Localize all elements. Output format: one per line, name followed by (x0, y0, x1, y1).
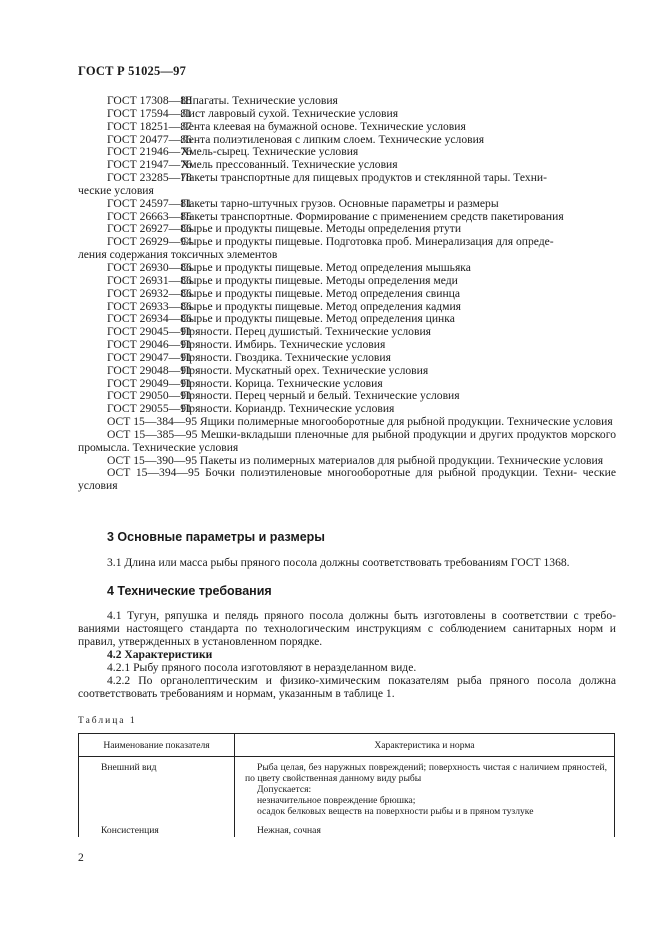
reference-code: ГОСТ 26930—86 (107, 260, 192, 274)
reference-code: ГОСТ 26663—85 (107, 209, 192, 223)
reference-code: ГОСТ 17594—81 (107, 106, 192, 120)
table-cell-characteristic: осадок белковых веществ на поверхности рыбы и в пряном тузлуке (257, 806, 534, 817)
reference-code: ГОСТ 29047—91 (107, 350, 192, 364)
reference-title: Сырье и продукты пищевые. Метод определения мышьяка (180, 260, 471, 274)
table-cell-characteristic: Рыба целая, без наружных повреждений; поверхность чистая с наличием пряностей, по цвету свойственная данному виду рыбы (245, 762, 607, 784)
paragraph-3-1: 3.1 Длина или масса рыбы пряного посола должны соответствовать требованиям ГОСТ 1368. (107, 556, 570, 569)
table-cell-characteristic: незначительное повреждение брюшка; (257, 795, 416, 806)
reference-title: Сырье и продукты пищевые. Метод определения кадмия (180, 299, 462, 313)
reference-code: ГОСТ 17308—88 (107, 94, 192, 107)
reference-code: ГОСТ 26934—86 (107, 312, 192, 326)
reference-title: Лента полиэтиленовая с липким слоем. Технические условия (180, 132, 485, 146)
reference-item (78, 172, 616, 185)
ost-reference-item: ОСТ 15—390—95 Пакеты из полимерных материалов для рыбной продукции. Технические условия (107, 453, 604, 467)
reference-title: Пакеты транспортные. Формирование с применением средств пакетирования (180, 209, 564, 223)
reference-code: ГОСТ 26932—86 (107, 286, 192, 300)
reference-title: Пряности. Перец черный и белый. Технические условия (180, 389, 460, 403)
reference-title: Лист лавровый сухой. Технические условия (180, 106, 399, 120)
table-cell-indicator: Консистенция (101, 825, 159, 836)
reference-title: Пряности. Гвоздика. Технические условия (180, 350, 391, 364)
reference-code: ГОСТ 26933—86 (107, 299, 192, 313)
reference-title: Сырье и продукты пищевые. Методы определения меди (180, 273, 458, 287)
reference-title: Сырье и продукты пищевые. Методы определения ртути (180, 222, 462, 236)
table-cell-characteristic: Нежная, сочная (257, 825, 321, 836)
reference-title: Пряности. Корица. Технические условия (180, 376, 383, 390)
ost-reference-item: ОСТ 15—384—95 Ящики полимерные многооборотные для рыбной продукции. Технические условия (107, 415, 613, 429)
reference-code: ГОСТ 26929—94 (107, 235, 192, 249)
reference-title: Сырье и продукты пищевые. Метод определения цинка (180, 312, 455, 326)
reference-title: Пряности. Перец душистый. Технические условия (180, 325, 431, 339)
paragraph-4-2-2: 4.2.2 По органолептическим и физико-химическим показателям рыба пряного посола должна соответствовать требованиям и нормам, указанным в таблице 1. (78, 674, 616, 700)
reference-code: ГОСТ 24597—81 (107, 196, 192, 210)
normative-references-list (78, 95, 616, 493)
reference-code: ГОСТ 29046—91 (107, 338, 192, 352)
section-3-heading: 3 Основные параметры и размеры (107, 530, 325, 544)
table-cell-indicator: Внешний вид (101, 762, 157, 773)
section-4-heading: 4 Технические требования (107, 584, 272, 598)
reference-title: Шпагаты. Технические условия (180, 94, 338, 107)
paragraph-4-2-1: 4.2.1 Рыбу пряного посола изготовляют в неразделанном виде. (107, 661, 417, 674)
ost-reference-item: ОСТ 15—385—95 Мешки-вкладыши пленочные для рыбной продукции и других продуктов морского промысла. Технические условия (78, 427, 616, 454)
subsection-4-2-heading: 4.2 Характеристики (107, 648, 213, 661)
reference-code: ГОСТ 21946—76 (107, 145, 192, 159)
reference-title: Пряности. Имбирь. Технические условия (180, 338, 386, 352)
reference-code: ГОСТ 29050—91 (107, 389, 192, 403)
reference-title: Лента клеевая на бумажной основе. Технические условия (180, 119, 466, 133)
reference-code: ГОСТ 21947—76 (107, 158, 192, 172)
reference-title: Пряности. Мускатный орех. Технические условия (180, 363, 429, 377)
document-header: ГОСТ Р 51025—97 (78, 64, 187, 78)
reference-continuation: ческие условия (78, 183, 154, 197)
reference-title: Хмель прессованный. Технические условия (180, 158, 398, 172)
reference-title: Сырье и продукты пищевые. Подготовка проб. Минерализация для опреде- (180, 235, 554, 249)
page-number: 2 (78, 851, 84, 864)
reference-title: Сырье и продукты пищевые. Метод определения свинца (180, 286, 461, 300)
reference-code: ГОСТ 29045—91 (107, 325, 192, 339)
reference-code: ГОСТ 23285—78 (107, 171, 192, 185)
reference-code: ГОСТ 29048—91 (107, 363, 192, 377)
table-cell-characteristic: Допускается: (257, 784, 312, 795)
reference-code: ГОСТ 26927—86 (107, 222, 192, 236)
reference-continuation: ления содержания токсичных элементов (78, 248, 278, 262)
ost-reference-item: ОСТ 15—394—95 Бочки полиэтиленовые многооборотные для рыбной продукции. Техни- ческие условия (78, 466, 616, 493)
table-header-characteristic: Характеристика и норма (374, 740, 475, 751)
requirements-table (78, 733, 615, 837)
reference-code: ГОСТ 20477—86 (107, 132, 192, 146)
reference-title: Пакеты транспортные для пищевых продуктов и стеклянной тары. Техни- (180, 171, 547, 185)
reference-code: ГОСТ 26931—86 (107, 273, 192, 287)
reference-title: Пакеты тарно-штучных грузов. Основные параметры и размеры (180, 196, 499, 210)
reference-code: ГОСТ 29049—91 (107, 376, 192, 390)
paragraph-4-1: 4.1 Тугун, ряпушка и пелядь пряного посола должны быть изготовлены в соответствии с требо- ваниями настоящего стандарта по технологическим инструкциям с соблюдением санитарных норм и правил, утвержденных в установленном порядке. (78, 609, 616, 648)
table-header-indicator: Наименование показателя (103, 740, 210, 751)
table-caption: Таблица 1 (78, 716, 137, 726)
table-header-divider (79, 756, 614, 757)
reference-title: Хмель-сырец. Технические условия (180, 145, 359, 159)
reference-code: ГОСТ 18251—87 (107, 119, 192, 133)
reference-title: Пряности. Кориандр. Технические условия (180, 402, 395, 416)
reference-code: ГОСТ 29055—91 (107, 402, 192, 416)
